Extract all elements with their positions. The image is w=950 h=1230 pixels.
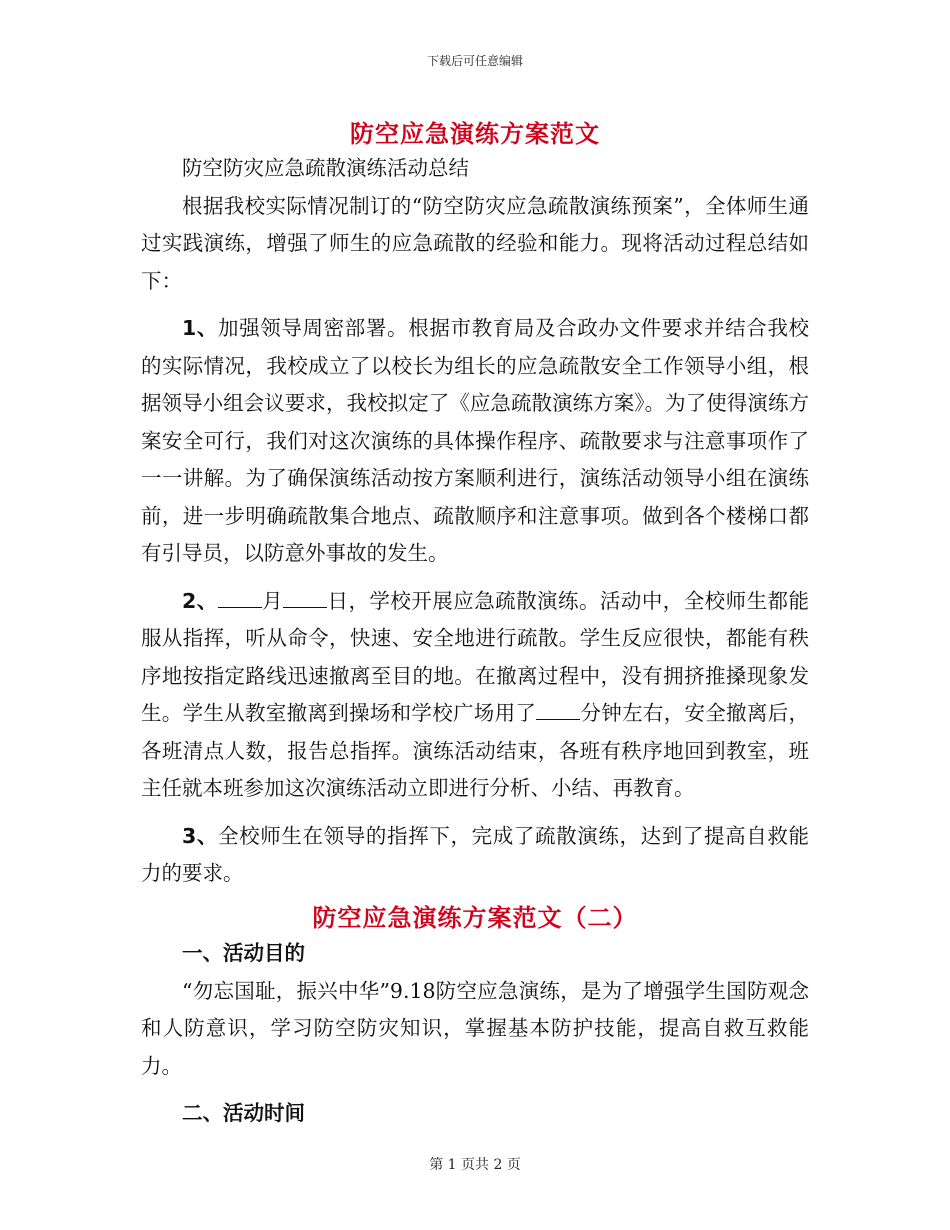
intro-paragraph: 根据我校实际情况制订的“防空防灾应急疏散演练预案”，全体师生通过实践演练，增强了师生的应急疏散的经验和能力。现将活动过程总结如下： (141, 193, 809, 293)
header-note: 下载后可任意编辑 (426, 54, 523, 68)
item-2-paragraph (141, 583, 809, 808)
section-1-paragraph: “勿忘国耻，振兴中华”9.18防空应急演练，是为了增强学生国防观念和人防意识，学习防空防灾知识，掌握基本防护技能，提高自救互救能力。 (141, 978, 809, 1078)
item-1-text: 加强领导周密部署。根据市教育局及合政办文件要求并结合我校的实际情况，我校成立了以校长为组长的应急疏散安全工作领导小组，根据领导小组会议要求，我校拟定了《应急疏散演练方案》。为了使得演练方案安全可行，我们对这次演练的具体操作程序、疏散要求与注意事项作了一一讲解。为了确保演练活动按方案顺利进行，演练活动领导小组在演练前，进一步明确疏散集合地点、疏散顺序和注意事项。做到各个楼梯口都有引导员，以防意外事故的发生。 (141, 316, 810, 565)
item-2-text-c: 分钟左右，安全撤离后，各班清点人数，报告总指挥。演练活动结束，各班有秩序地回到教室，班主任就本班参加这次演练活动立即进行分析、小结、再教育。 (141, 701, 810, 800)
item-1-number: 1、 (182, 316, 219, 340)
subtitle: 防空防灾应急疏散演练活动总结 (182, 156, 469, 180)
section-1-heading: 一、活动目的 (182, 941, 305, 965)
blank-month (218, 587, 262, 608)
content-block-2 (141, 935, 809, 1133)
item-3-text: 全校师生在领导的指挥下，完成了疏散演练，达到了提高自救能力的要求。 (141, 823, 810, 885)
item-2-number: 2、 (182, 588, 218, 613)
page-footer: 第 1 页共 2 页 (429, 1157, 521, 1173)
blank-day (283, 587, 327, 608)
blank-minutes (536, 699, 580, 720)
item-2-text-a: 月 (261, 588, 284, 613)
section-2-heading: 二、活动时间 (182, 1101, 305, 1125)
document-title: 防空应急演练方案范文 (350, 120, 600, 148)
item-3-paragraph (141, 818, 809, 893)
content-block-1 (141, 150, 809, 893)
item-1-paragraph (141, 310, 809, 573)
section-title-2: 防空应急演练方案范文（二） (312, 904, 638, 932)
item-2-text-b: 日，学校开展应急疏散演练。活动中，全校师生都能服从指挥，听从命令，快速、安全地进行疏散。学生反应很快，都能有秩序地按指定路线迅速撤离至目的地。在撤离过程中，没有拥挤推搡现象发生。学生从教室撤离到操场和学校广场用了 (141, 588, 809, 725)
item-3-number: 3、 (182, 823, 219, 848)
